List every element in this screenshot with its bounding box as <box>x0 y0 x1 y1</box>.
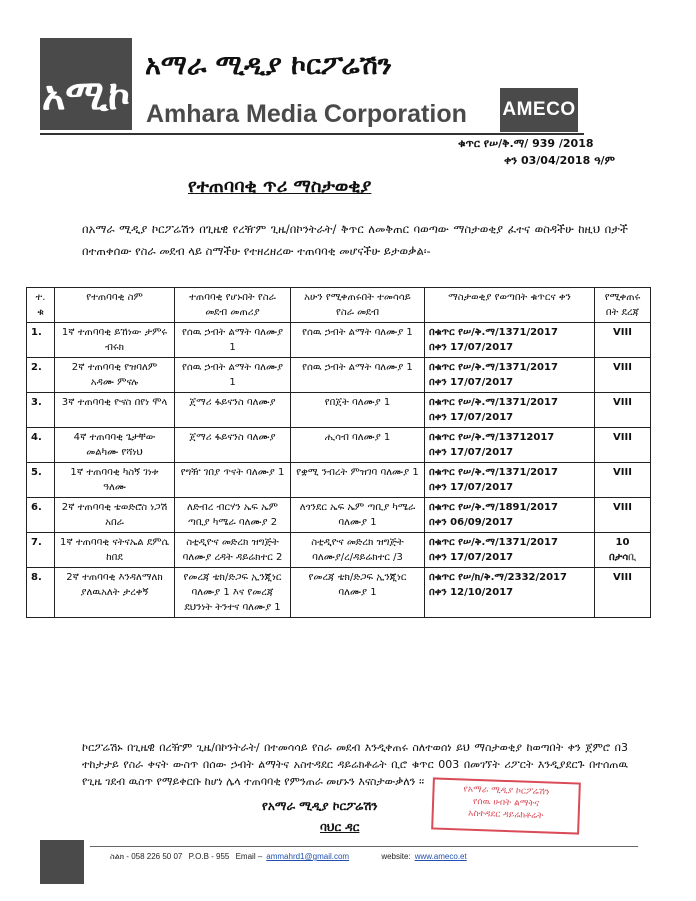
footer-pobox: P.O.B - 955 <box>188 852 230 861</box>
row-number: 3. <box>27 393 55 428</box>
header-position: ተጠባባቂ የሆኑበት የስራ መደብ መጠሪያ <box>175 288 291 323</box>
candidate-name: 4ኛ ተጠባባቂ ጌታቸው መልካሙ የሻነህ <box>55 428 175 463</box>
row-number: 8. <box>27 568 55 618</box>
candidate-name: 2ኛ ተጠባባቂ እንዳለማለክ ያለዉአለት ታረቀኝ <box>55 568 175 618</box>
org-name-english: Amhara Media Corporation <box>146 100 467 128</box>
grade-level: VIII <box>595 428 651 463</box>
candidate-name: 1ኛ ተጠባባቂ ናትናኤል ደምሴ ከበደ <box>55 533 175 568</box>
standby-position: የመረጃ ቴክ/ድጋፍ ኢንጂነር ባለሙያ 1 እና የመረጃ ደህንነት ትንተና ባለሙያ 1 <box>175 568 291 618</box>
grade-level: VIII <box>595 323 651 358</box>
hired-position: ለጎንደር ኤፍ ኤም ጣቢያ ካሜራ ባለሙያ 1 <box>291 498 425 533</box>
grade-level: VIII <box>595 393 651 428</box>
table-row <box>27 568 651 618</box>
row-number: 2. <box>27 358 55 393</box>
signature-org: የአማራ ሚዲያ ኮርፖሬሽን <box>262 799 378 813</box>
footer-phone: ስልክ - 058 226 50 07 <box>110 852 183 861</box>
table-row <box>27 358 651 393</box>
reference-number: ቁጥር የሠ/ቅ.ማ/ 939 /2018 <box>458 137 594 150</box>
table-row <box>27 323 651 358</box>
announcement-ref: በቁጥር የሠ/ቅ.ማ/1371/2017 በቀን 17/07/2017 <box>425 463 595 498</box>
ameco-brand-box: AMECO <box>500 88 578 132</box>
header-no: ተ. ቁ <box>27 288 55 323</box>
standby-position: የግዥ ገበያ ጥናት ባለሙያ 1 <box>175 463 291 498</box>
stamp-line-1: የአማራ ሚዲያ ኮርፖሬሽን <box>463 784 550 798</box>
table-row <box>27 463 651 498</box>
footer-divider <box>90 846 638 847</box>
table-row <box>27 393 651 428</box>
header-divider <box>40 133 584 135</box>
hired-position: የመረጃ ቴክ/ድጋፍ ኢንጂነር ባለሙያ 1 <box>291 568 425 618</box>
standby-position: ስቲዲዮና መድረክ ዝግጅት ባለሙያ ረዳት ዳይሬክተር 2 <box>175 533 291 568</box>
candidate-name: 1ኛ ተጠባባቂ ካስኝ ገነቱ ዓለሙ <box>55 463 175 498</box>
footer-block <box>40 840 84 884</box>
header-hired-as: አሁን የሚቀጠሩበት ተመሳሳይ የስራ መደብ <box>291 288 425 323</box>
standby-candidates-table <box>26 287 651 618</box>
grade-level: VIII <box>595 498 651 533</box>
footer-website-label: website: <box>381 852 411 861</box>
row-number: 7. <box>27 533 55 568</box>
header-level: የሚቀጠሩ በት ደረጃ <box>595 288 651 323</box>
table-row <box>27 498 651 533</box>
candidate-name: 3ኛ ተጠባባቂ ዮናስ በየነ ሞላ <box>55 393 175 428</box>
footer-website-link[interactable]: www.ameco.et <box>414 852 467 861</box>
stamp-line-2: የሰዉ ሀብት ልማትና <box>472 796 540 810</box>
standby-position: ጀማሪ ፋይናንስ ባለሙያ <box>175 428 291 463</box>
row-number: 4. <box>27 428 55 463</box>
closing-paragraph: ኮርፖሬሽኑ በጊዜዊ በረዥም ጊዜ/በኮንትራት/ በተመሳሳይ የስራ መደብ እንዲቀጠሩ ስለተወሰነ ይህ ማስታወቂያ ከወጣበት ቀን ጀምሮ በ3 ተከታታይ የስራ ቀናት ውስጥ በሰው ኃብት ልማትና አስተዳደር ዳይሬክቶሬት ቢሮ ቁጥር 003 በመገኘት ሪፖርት እንዲያደርጉ በተሰጠዉ የጊዜ ገደብ ዉስጥ የማይቀርቡ ከሆነ ሌላ ተጠባባቂ የምንጠራ መሆኑን እናስታውቃለን ፡፡ <box>82 741 628 788</box>
header-name: የተጠባባቂ ስም <box>55 288 175 323</box>
row-number: 1. <box>27 323 55 358</box>
logo: አሚኮ <box>40 38 132 130</box>
row-number: 6. <box>27 498 55 533</box>
table-row <box>27 428 651 463</box>
announcement-ref: በቁጥር የሠ/ቅ.ማ/1371/2017 በቀን 17/07/2017 <box>425 533 595 568</box>
grade-level: 10 በታሳቢ <box>595 533 651 568</box>
table-header-row <box>27 288 651 323</box>
table-row <box>27 533 651 568</box>
candidate-name: 2ኛ ተጠባባቂ የዝባለም አዳሙ ምናሉ <box>55 358 175 393</box>
official-stamp <box>431 777 581 834</box>
announcement-ref: በቁጥር የሠ/ክ/ቅ.ማ/2332/2017 በቀን 12/10/2017 <box>425 568 595 618</box>
header-announcement-ref: ማስታወቂያ የወጣበት ቁጥርና ቀን <box>425 288 595 323</box>
standby-position: የሰዉ ኃብት ልማት ባለሙያ 1 <box>175 358 291 393</box>
hired-position: ስቲዲዮና መድረክ ዝግጅት ባለሙያ/ረ/ዳይሬክተር /3 <box>291 533 425 568</box>
signature-city: ባህር ዳር <box>320 820 360 834</box>
hired-position: የበጀት ባለሙያ 1 <box>291 393 425 428</box>
announcement-ref: በቁጥር የሠ/ቅ.ማ/1891/2017 በቀን 06/09/2017 <box>425 498 595 533</box>
hired-position: የሰዉ ኃብት ልማት ባለሙያ 1 <box>291 323 425 358</box>
announcement-ref: በቁጥር የሠ/ቅ.ማ/1371/2017 በቀን 17/07/2017 <box>425 323 595 358</box>
grade-level: VIII <box>595 358 651 393</box>
grade-level: VIII <box>595 463 651 498</box>
grade-level: VIII <box>595 568 651 618</box>
intro-paragraph: በአማራ ሚዲያ ኮርፖሬሽን በጊዜዊ የረዥም ጊዜ/በኮንትራት/ ቅጥር ለመቅጠር ባወጣው ማስታወቂያ ፈተና ወስዳችሁ ከዚህ በታች በተጠቀሰው የስራ መደብ ላይ ስማችሁ የተዘረዘረው ተጠባባቂ መሆናችሁ ይታወቃል፡- <box>82 222 628 258</box>
hired-position: ሒሳብ ባለሙያ 1 <box>291 428 425 463</box>
stamp-line-3: አስተዳደር ዳይሬክቶሬት <box>467 808 544 822</box>
hired-position: የቋሚ ንብረት ምዝገባ ባለሙያ 1 <box>291 463 425 498</box>
row-number: 5. <box>27 463 55 498</box>
hired-position: የሰዉ ኃብት ልማት ባለሙያ 1 <box>291 358 425 393</box>
page-title: የተጠባባቂ ጥሪ ማስታወቂያ <box>188 176 372 197</box>
footer-email-link[interactable]: ammahrd1@gmail.com <box>266 852 350 861</box>
footer-contact <box>110 852 471 862</box>
footer-email-label: Email – <box>235 852 263 861</box>
standby-position: ጀማሪ ፋይናንስ ባለሙያ <box>175 393 291 428</box>
standby-position: ለድብረ ብርሃን ኤፍ ኤም ጣቢያ ካሜራ ባለሙያ 2 <box>175 498 291 533</box>
reference-date: ቀን 03/04/2018 ዓ/ም <box>504 154 615 167</box>
standby-position: የሰዉ ኃብት ልማት ባለሙያ 1 <box>175 323 291 358</box>
announcement-ref: በቁጥር የሠ/ቅ.ማ/1371/2017 በቀን 17/07/2017 <box>425 393 595 428</box>
announcement-ref: በቁጥር የሠ/ቅ.ማ/13712017 በቀን 17/07/2017 <box>425 428 595 463</box>
announcement-ref: በቁጥር የሠ/ቅ.ማ/1371/2017 በቀን 17/07/2017 <box>425 358 595 393</box>
org-name-amharic: አማራ ሚዲያ ኮርፖሬሽን <box>145 50 392 81</box>
candidate-name: 1ኛ ተጠባባቂ ይኸነው ታምሩ ብሩክ <box>55 323 175 358</box>
candidate-name: 2ኛ ተጠባባቂ ቴወድሮስ ነጋሽ አበራ <box>55 498 175 533</box>
